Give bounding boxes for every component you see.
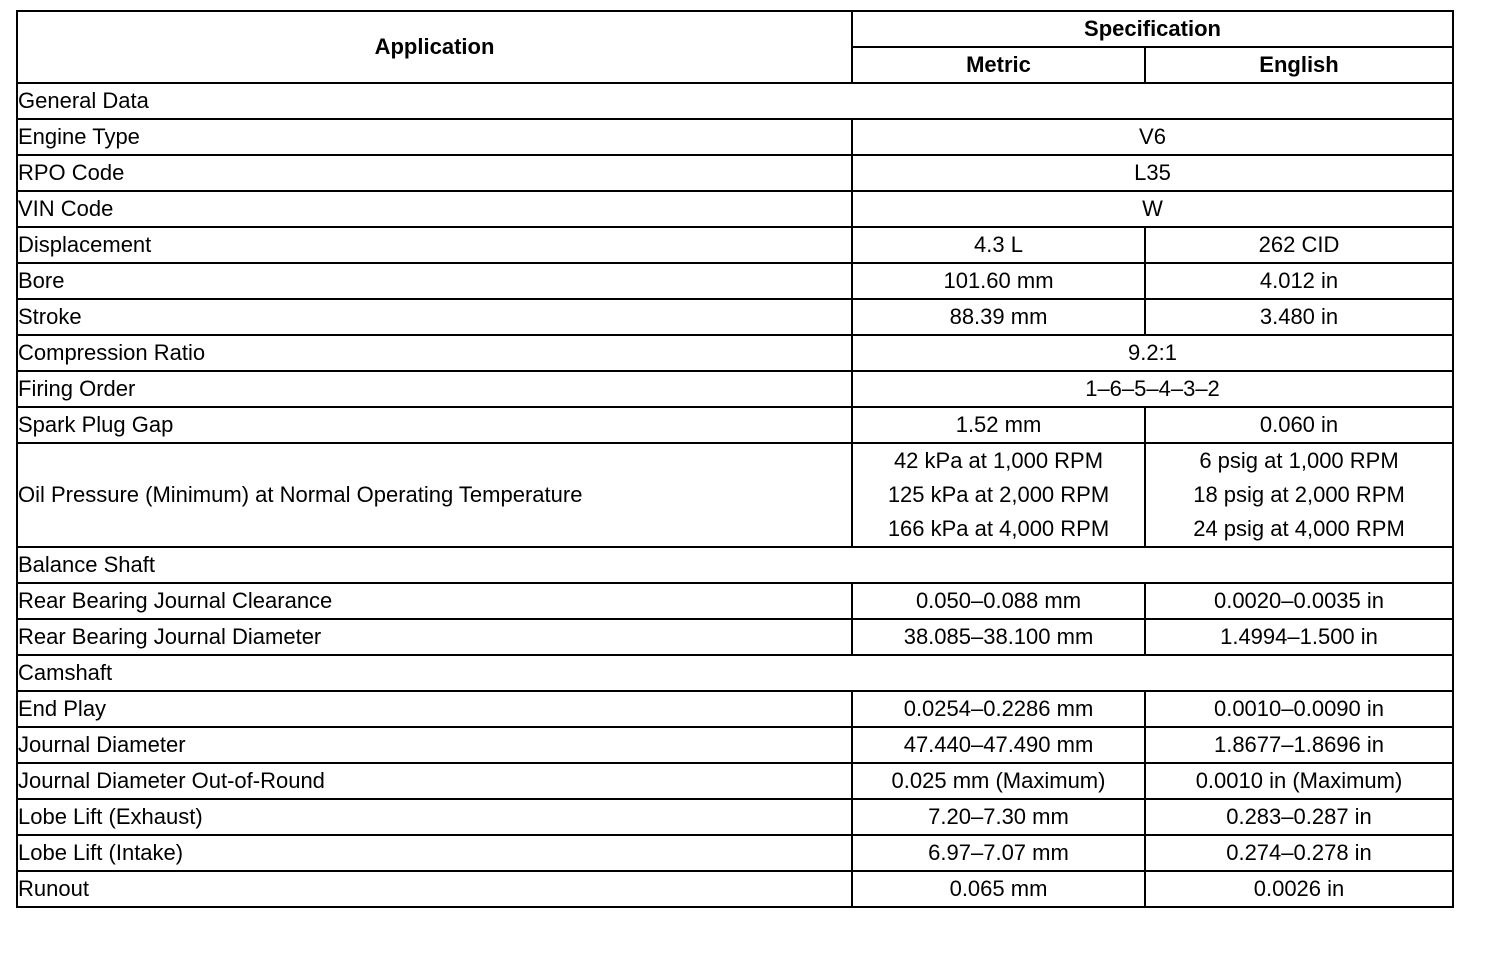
table-row [17,691,1453,727]
section-general-data: General Data [17,83,1453,119]
section-row [17,83,1453,119]
row-label: Bore [17,263,852,299]
specification-header: Specification [852,11,1453,47]
metric-line: 42 kPa at 1,000 RPM [893,448,1104,473]
row-label: Lobe Lift (Intake) [17,835,852,871]
metric-value [852,443,1145,547]
row-label: VIN Code [17,191,852,227]
table-row [17,619,1453,655]
row-label: Rear Bearing Journal Clearance [17,583,852,619]
header-row [17,11,1453,47]
row-label: Journal Diameter Out-of-Round [17,763,852,799]
metric-value: 4.3 L [852,227,1145,263]
row-label: Compression Ratio [17,335,852,371]
specification-table [16,10,1454,908]
table-row [17,155,1453,191]
table-row [17,799,1453,835]
section-row [17,655,1453,691]
metric-line: 125 kPa at 2,000 RPM [887,482,1110,507]
row-value: W [852,191,1453,227]
table-row [17,443,1453,547]
application-header: Application [17,11,852,83]
table-row [17,583,1453,619]
row-value: 9.2:1 [852,335,1453,371]
metric-value: 101.60 mm [852,263,1145,299]
table-row [17,119,1453,155]
table-row [17,727,1453,763]
english-value: 0.0026 in [1145,871,1453,907]
row-label: Journal Diameter [17,727,852,763]
table-row [17,835,1453,871]
row-value: L35 [852,155,1453,191]
english-value: 262 CID [1145,227,1453,263]
english-value: 0.0010 in (Maximum) [1145,763,1453,799]
table-row [17,407,1453,443]
metric-value: 38.085–38.100 mm [852,619,1145,655]
metric-value: 0.025 mm (Maximum) [852,763,1145,799]
table-row [17,227,1453,263]
row-label: End Play [17,691,852,727]
english-value: 0.060 in [1145,407,1453,443]
table-row [17,263,1453,299]
row-value: 1–6–5–4–3–2 [852,371,1453,407]
row-label: Stroke [17,299,852,335]
english-line: 18 psig at 2,000 RPM [1193,482,1405,507]
english-line: 24 psig at 4,000 RPM [1193,516,1405,541]
english-line: 6 psig at 1,000 RPM [1199,448,1399,473]
row-label: RPO Code [17,155,852,191]
english-value: 0.283–0.287 in [1145,799,1453,835]
english-value: 0.274–0.278 in [1145,835,1453,871]
metric-value: 7.20–7.30 mm [852,799,1145,835]
row-label: Oil Pressure (Minimum) at Normal Operating Temperature [17,443,852,547]
english-header: English [1145,47,1453,83]
english-value: 1.8677–1.8696 in [1145,727,1453,763]
english-value: 4.012 in [1145,263,1453,299]
table-row [17,871,1453,907]
row-label: Displacement [17,227,852,263]
row-label: Lobe Lift (Exhaust) [17,799,852,835]
row-label: Rear Bearing Journal Diameter [17,619,852,655]
metric-value: 6.97–7.07 mm [852,835,1145,871]
section-row [17,547,1453,583]
metric-value: 0.050–0.088 mm [852,583,1145,619]
row-label: Firing Order [17,371,852,407]
row-label: Spark Plug Gap [17,407,852,443]
english-value: 0.0020–0.0035 in [1145,583,1453,619]
metric-value: 0.065 mm [852,871,1145,907]
table-row [17,371,1453,407]
section-balance-shaft: Balance Shaft [17,547,1453,583]
table-row [17,299,1453,335]
metric-header: Metric [852,47,1145,83]
english-value: 3.480 in [1145,299,1453,335]
row-label: Runout [17,871,852,907]
table-row [17,335,1453,371]
english-value: 0.0010–0.0090 in [1145,691,1453,727]
metric-value: 1.52 mm [852,407,1145,443]
metric-value: 0.0254–0.2286 mm [852,691,1145,727]
metric-line: 166 kPa at 4,000 RPM [887,516,1110,541]
metric-value: 47.440–47.490 mm [852,727,1145,763]
table-row [17,191,1453,227]
metric-value: 88.39 mm [852,299,1145,335]
section-camshaft: Camshaft [17,655,1453,691]
row-label: Engine Type [17,119,852,155]
table-row [17,763,1453,799]
english-value: 1.4994–1.500 in [1145,619,1453,655]
row-value: V6 [852,119,1453,155]
english-value [1145,443,1453,547]
